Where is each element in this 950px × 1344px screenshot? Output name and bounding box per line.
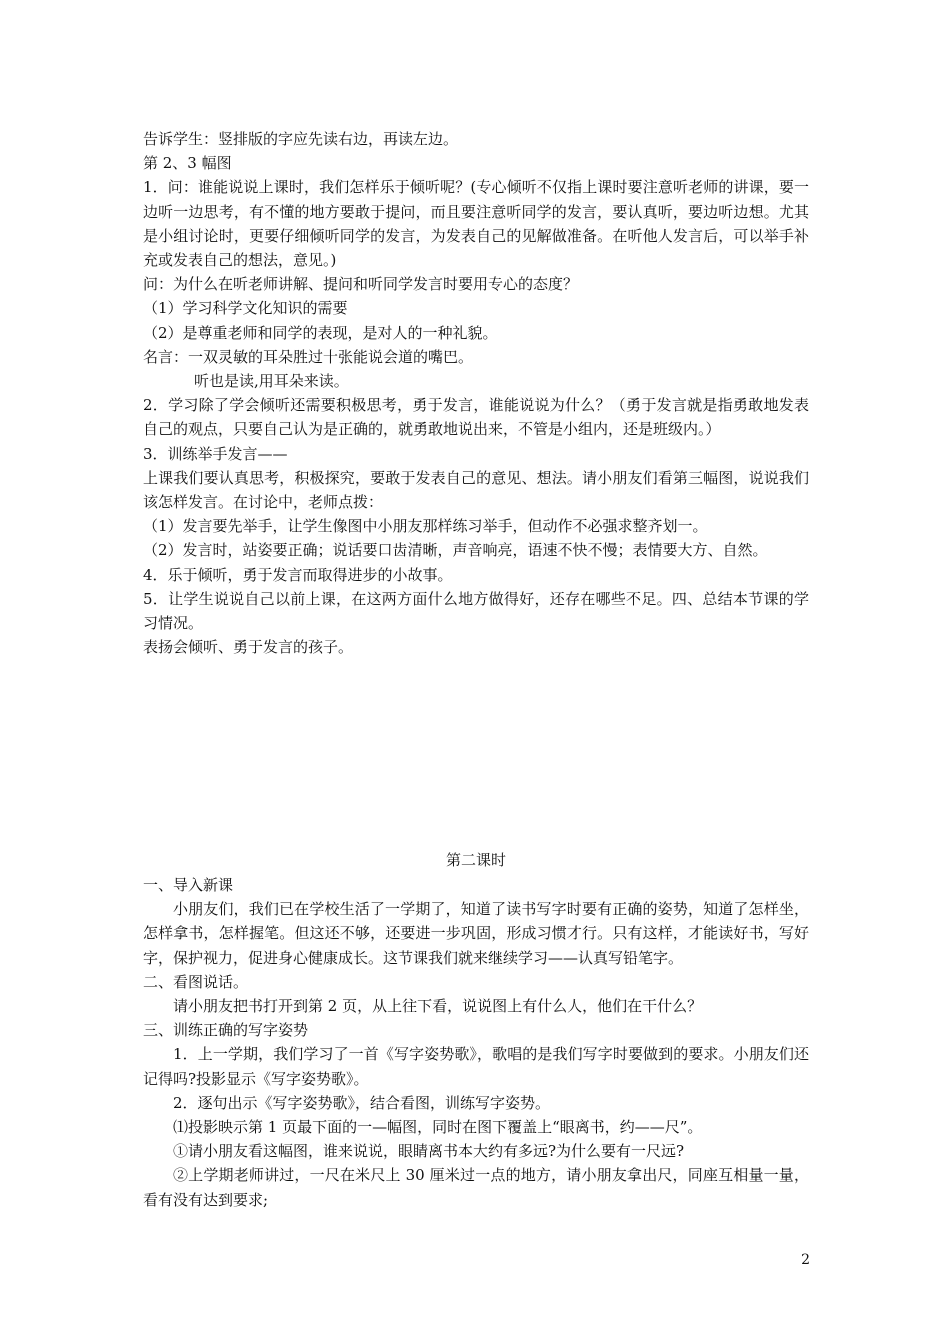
attitude-question: 问：为什么在听老师讲解、提问和听同学发言时要用专心的态度？: [143, 275, 579, 294]
distance-question: ①请小朋友看这幅图，谁来说说，眼睛离书本大约有多远?为什么要有一尺远?: [173, 1142, 685, 1161]
intro-paragraph: 小朋友们，我们已在学校生活了一学期了，知道了读书写字时要有正确的姿势，知道了怎样坐，怎样拿书，怎样握笔。但这还不够，还要进一步巩固，形成习惯才行。只有这样，才能读好书，写好字，保护视力，促进身心健康成长。这节课我们就来继续学习——认真写铅笔字。: [143, 900, 809, 967]
projection-item: ⑴投影映示第 1 页最下面的一—幅图，同时在图下覆盖上“眼离书，约——尺”。: [173, 1118, 703, 1137]
heading-intro: 一、导入新课: [143, 876, 234, 894]
hand-raising-point-1: （1）发言要先举手，让学生像图中小朋友那样练习举手，但动作不必强求整齐划一。: [143, 517, 708, 536]
heading-picture-talk: 二、看图说话。: [143, 972, 249, 991]
page-number: 2: [801, 1252, 810, 1268]
quote-line-2: 听也是读,用耳朵来读。: [194, 372, 349, 391]
hand-raising-point-2: （2）发言时，站姿要正确；说话要口齿清晰，声音响亮，语速不快不慢；表情要大方、自然。: [143, 541, 768, 560]
posture-practice-item: 2．逐句出示《写字姿势歌》，结合看图，训练写字姿势。: [173, 1093, 551, 1112]
instruction-vertical-reading: 告诉学生：竖排版的字应先读右边，再读左边。: [143, 130, 459, 148]
lesson-two-text: [143, 873, 809, 1212]
praise-line: 表扬会倾听、勇于发言的孩子。: [143, 638, 354, 657]
posture-song-item: 1．上一学期，我们学习了一首《写字姿势歌》，歌唱的是我们写字时要做到的要求。小朋友们还记得吗?投影显示《写字姿势歌》。: [143, 1045, 809, 1088]
lesson-one-text: [143, 127, 809, 659]
picture-talk-paragraph: 请小朋友把书打开到第 2 页，从上往下看，说说图上有什么人，他们在干什么？: [173, 997, 703, 1016]
hand-raising-intro: 上课我们要认真思考，积极探究，要敢于发表自己的意见、想法。请小朋友们看第三幅图，说说我们该怎样发言。在讨论中，老师点拨：: [143, 468, 809, 512]
reason-1: （1）学习科学文化知识的需要: [143, 299, 348, 318]
listening-question: 1．问：谁能说说上课时，我们怎样乐于倾听呢？(专心倾听不仅指上课时要注意听老师的讲课，要一边听一边思考，有不懂的地方要敢于提问，而且要注意听同学的发言，要认真听，要边听边想。尤其是小组讨论时，更要仔细倾听同学的发言，为发表自己的见解做准备。在听他人发言后，可以举手补充或发表自己的想法，意见。): [143, 178, 809, 270]
hand-raising-heading: 3．训练举手发言——: [143, 444, 288, 463]
story-item: 4．乐于倾听，勇于发言而取得进步的小故事。: [143, 565, 453, 584]
reason-2: （2）是尊重老师和同学的表现，是对人的一种礼貌。: [143, 323, 498, 342]
measure-item: ②上学期老师讲过，一尺在米尺上 30 厘米过一点的地方，请小朋友拿出尺，同座互相量一量，看有没有达到要求;: [143, 1166, 809, 1209]
speaking-question: 2．学习除了学会倾听还需要积极思考，勇于发言，谁能说说为什么？（勇于发言就是指勇敢地发表自己的观点，只要自己认为是正确的，就勇敢地说出来，不管是小组内，还是班级内。）: [143, 396, 809, 439]
figures-2-3-heading: 第 2、3 幅图: [143, 154, 232, 173]
quote-line-1: 名言：一双灵敏的耳朵胜过十张能说会道的嘴巴。: [143, 347, 474, 366]
section-title-second-lesson: 第二课时: [445, 851, 506, 869]
reflection-item: 5．让学生说说自己以前上课，在这两方面什么地方做得好，还存在哪些不足。四、总结本节课的学习情况。: [143, 589, 809, 633]
heading-writing-posture: 三、训练正确的写字姿势: [143, 1021, 309, 1040]
